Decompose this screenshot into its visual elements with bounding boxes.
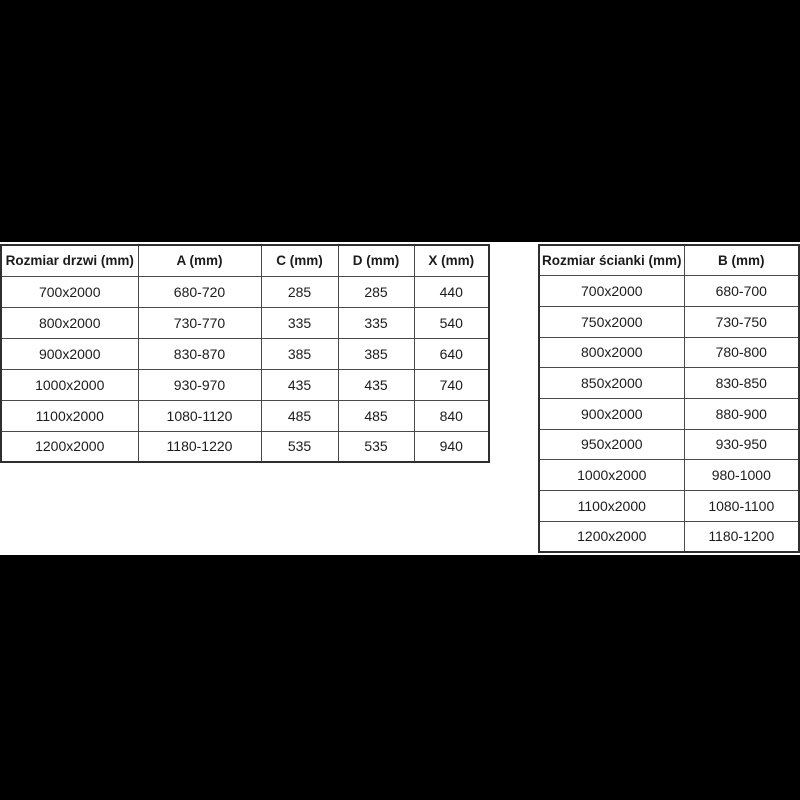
table-cell: 540 — [414, 307, 489, 338]
header-row — [1, 245, 489, 276]
header-cell: A (mm) — [138, 245, 261, 276]
header-cell: B (mm) — [684, 245, 799, 276]
table-cell: 740 — [414, 369, 489, 400]
table-cell: 535 — [338, 431, 414, 462]
table-row — [539, 429, 799, 460]
table-cell: 285 — [338, 276, 414, 307]
table-cell: 1200x2000 — [1, 431, 138, 462]
table-cell: 700x2000 — [539, 276, 684, 307]
table-cell: 830-850 — [684, 368, 799, 399]
table-cell: 700x2000 — [1, 276, 138, 307]
table-cell: 840 — [414, 400, 489, 431]
table-row — [539, 460, 799, 491]
wall-dimensions-table — [538, 244, 800, 553]
table-cell: 435 — [338, 369, 414, 400]
door-dimensions-table — [0, 244, 490, 463]
table-cell: 750x2000 — [539, 306, 684, 337]
table-row — [539, 276, 799, 307]
table-cell: 435 — [261, 369, 338, 400]
table-cell: 285 — [261, 276, 338, 307]
table-row — [539, 368, 799, 399]
header-cell: D (mm) — [338, 245, 414, 276]
table-row — [539, 491, 799, 522]
table-row — [539, 337, 799, 368]
table-cell: 880-900 — [684, 398, 799, 429]
table-cell: 940 — [414, 431, 489, 462]
table-cell: 930-970 — [138, 369, 261, 400]
table-cell: 800x2000 — [1, 307, 138, 338]
table-row — [539, 521, 799, 552]
table-row — [1, 276, 489, 307]
table-cell: 1180-1220 — [138, 431, 261, 462]
table-cell: 980-1000 — [684, 460, 799, 491]
table-row — [1, 307, 489, 338]
table-cell: 930-950 — [684, 429, 799, 460]
table-cell: 950x2000 — [539, 429, 684, 460]
table-cell: 730-750 — [684, 306, 799, 337]
header-cell: X (mm) — [414, 245, 489, 276]
table-cell: 680-700 — [684, 276, 799, 307]
table-row — [1, 369, 489, 400]
table-cell: 1100x2000 — [539, 491, 684, 522]
table-cell: 640 — [414, 338, 489, 369]
table-cell: 385 — [338, 338, 414, 369]
table-row — [1, 338, 489, 369]
table-cell: 485 — [261, 400, 338, 431]
header-cell: Rozmiar drzwi (mm) — [1, 245, 138, 276]
table-cell: 1200x2000 — [539, 521, 684, 552]
table-cell: 535 — [261, 431, 338, 462]
table-cell: 1080-1120 — [138, 400, 261, 431]
table-cell: 335 — [338, 307, 414, 338]
table-cell: 850x2000 — [539, 368, 684, 399]
table-cell: 1180-1200 — [684, 521, 799, 552]
table-cell: 1080-1100 — [684, 491, 799, 522]
table-cell: 830-870 — [138, 338, 261, 369]
table-cell: 680-720 — [138, 276, 261, 307]
table-cell: 335 — [261, 307, 338, 338]
table-cell: 440 — [414, 276, 489, 307]
table-cell: 485 — [338, 400, 414, 431]
table-row — [1, 431, 489, 462]
table-cell: 800x2000 — [539, 337, 684, 368]
table-cell: 1100x2000 — [1, 400, 138, 431]
table-cell: 385 — [261, 338, 338, 369]
table-row — [539, 306, 799, 337]
table-cell: 730-770 — [138, 307, 261, 338]
spec-tables-panel — [0, 242, 800, 555]
table-cell: 1000x2000 — [539, 460, 684, 491]
table-row — [539, 398, 799, 429]
header-cell: C (mm) — [261, 245, 338, 276]
table-cell: 900x2000 — [539, 398, 684, 429]
header-row — [539, 245, 799, 276]
header-cell: Rozmiar ścianki (mm) — [539, 245, 684, 276]
table-row — [1, 400, 489, 431]
table-cell: 1000x2000 — [1, 369, 138, 400]
table-cell: 900x2000 — [1, 338, 138, 369]
table-cell: 780-800 — [684, 337, 799, 368]
